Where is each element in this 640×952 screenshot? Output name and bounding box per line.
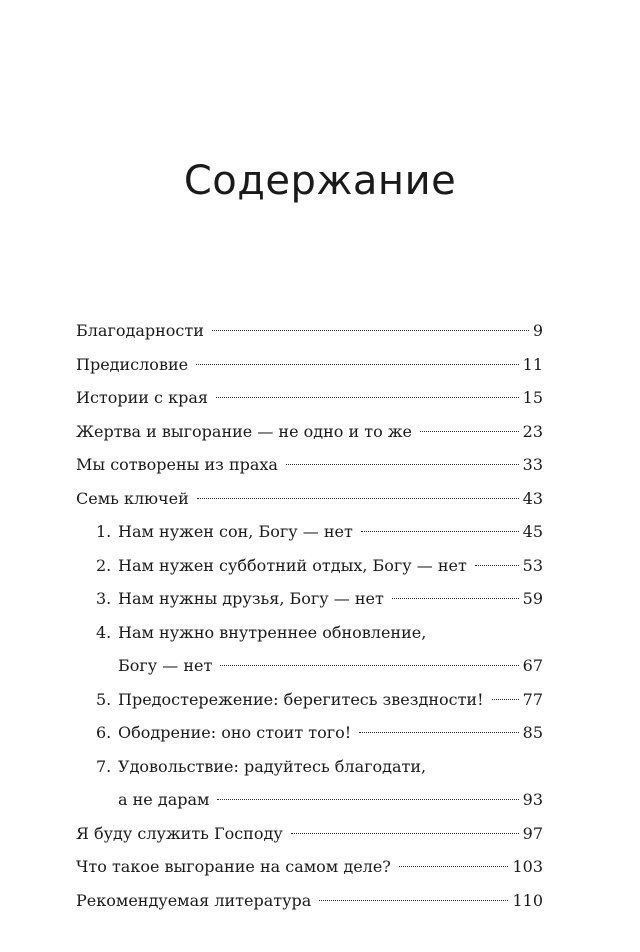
- toc-entry[interactable]: [76, 448, 543, 482]
- toc-entry[interactable]: [76, 850, 543, 884]
- toc-subentry[interactable]: [76, 716, 543, 750]
- toc-entry-title-continuation: Богу — нет: [118, 656, 213, 675]
- toc-entry-page: 97: [522, 823, 543, 843]
- toc-entry-title: Нам нужны друзья, Богу — нет: [118, 589, 384, 608]
- dot-leader: [392, 598, 519, 599]
- toc-entry-page: 85: [522, 723, 543, 742]
- toc-entry-page: 110: [512, 890, 543, 910]
- dot-leader: [196, 364, 519, 365]
- toc-entry-title: Семь ключей: [76, 488, 189, 508]
- toc-entry-page: 77: [522, 689, 543, 709]
- toc-subentry[interactable]: [76, 683, 543, 717]
- toc-entry-title: Жертва и выгорание — не одно и то же: [76, 421, 413, 441]
- toc-subentry[interactable]: [76, 549, 543, 583]
- dot-leader: [197, 498, 519, 499]
- toc-entry-number: 1.: [96, 522, 112, 541]
- toc-entry-title: Нам нужен сон, Богу — нет: [118, 522, 353, 541]
- toc-entry-number: 6.: [96, 723, 112, 742]
- toc-entry-page: 43: [522, 488, 543, 508]
- table-of-contents: [76, 314, 543, 917]
- toc-entry[interactable]: [76, 415, 543, 449]
- toc-subentry[interactable]: [76, 515, 543, 549]
- toc-entry-page: 93: [522, 790, 543, 809]
- dot-leader: [217, 799, 518, 800]
- toc-entry-page: 67: [522, 656, 543, 675]
- page-title: Содержание: [183, 157, 457, 204]
- toc-entry-title: Истории с края: [76, 388, 208, 407]
- dot-leader: [420, 431, 519, 432]
- toc-entry-page: 45: [522, 522, 543, 541]
- toc-entry-number: 4.: [96, 622, 112, 642]
- toc-entry-page: 103: [512, 857, 543, 876]
- toc-entry[interactable]: [76, 348, 543, 382]
- toc-entry-number: 2.: [96, 555, 112, 575]
- toc-entry-page: 9: [532, 321, 543, 340]
- toc-entry-page: 59: [522, 589, 543, 608]
- toc-entry-title: Благодарности: [76, 321, 204, 340]
- toc-entry[interactable]: [76, 482, 543, 516]
- dot-leader: [361, 531, 519, 532]
- dot-leader: [216, 397, 519, 398]
- dot-leader: [475, 565, 519, 566]
- dot-leader: [399, 866, 509, 867]
- toc-entry[interactable]: [76, 314, 543, 348]
- toc-entry-number: 3.: [96, 589, 112, 608]
- toc-entry-title: Предисловие: [76, 354, 189, 374]
- toc-entry[interactable]: [76, 884, 543, 918]
- toc-entry-title: Удовольствие: радуйтесь благодати,: [118, 756, 427, 776]
- toc-entry-title: Мы сотворены из праха: [76, 455, 278, 474]
- toc-subentry[interactable]: [76, 750, 543, 817]
- toc-entry[interactable]: [76, 381, 543, 415]
- toc-entry-page: 11: [522, 354, 543, 374]
- toc-entry-number: 7.: [96, 756, 112, 776]
- toc-entry-title: Я буду служить Господу: [76, 823, 283, 843]
- toc-entry-title: Ободрение: оно стоит того!: [118, 723, 352, 742]
- toc-entry-number: 5.: [96, 689, 112, 709]
- toc-entry[interactable]: [76, 817, 543, 851]
- toc-entry-title: Нам нужен субботний отдых, Богу — нет: [118, 555, 467, 575]
- dot-leader: [319, 900, 508, 901]
- toc-entry-title-continuation: а не дарам: [118, 790, 210, 809]
- toc-entry-title: Предостережение: берегитесь звездности!: [118, 689, 484, 709]
- dot-leader: [359, 732, 518, 733]
- toc-subentry[interactable]: [76, 582, 543, 616]
- dot-leader: [492, 699, 519, 700]
- dot-leader: [212, 330, 529, 331]
- toc-entry-page: 23: [522, 421, 543, 441]
- toc-entry-title: Рекомендуемая литература: [76, 890, 312, 910]
- dot-leader: [220, 665, 518, 666]
- dot-leader: [291, 833, 519, 834]
- toc-entry-page: 33: [522, 455, 543, 474]
- toc-entry-title: Нам нужно внутреннее обновление,: [118, 622, 427, 642]
- toc-entry-page: 15: [522, 388, 543, 407]
- toc-entry-title: Что такое выгорание на самом деле?: [76, 857, 391, 876]
- dot-leader: [286, 464, 519, 465]
- toc-subentry[interactable]: [76, 616, 543, 683]
- toc-entry-page: 53: [522, 555, 543, 575]
